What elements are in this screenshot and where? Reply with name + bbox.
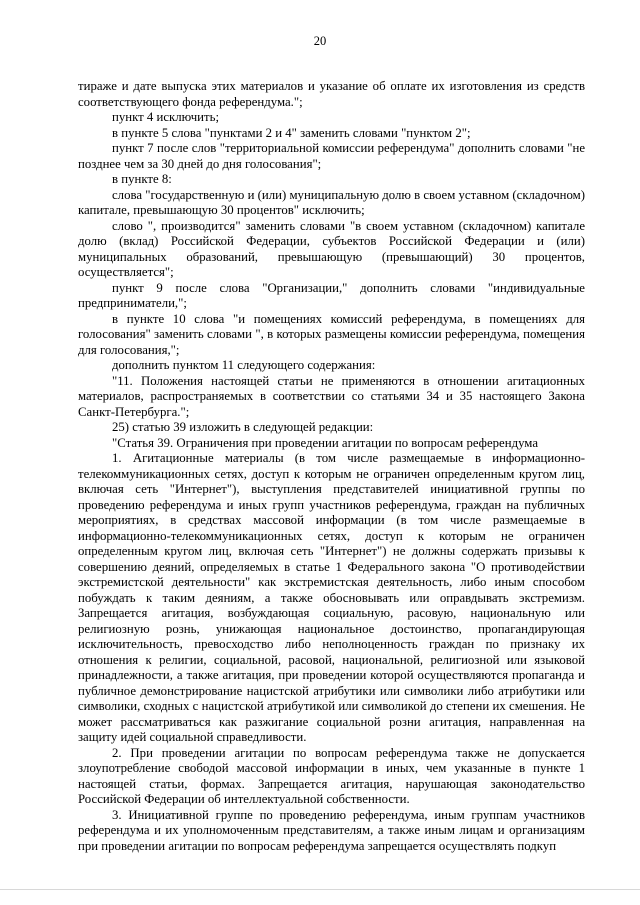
paragraph: 3. Инициативной группе по проведению референдума, иным группам участников референдума и их уполномоченным представителям, а также иным лицам и организациям при проведении агитации по вопросам референдума запрещается осуществлять подкуп	[78, 807, 585, 853]
document-body	[78, 79, 585, 854]
paragraph: слова "государственную и (или) муниципальную долю в своем уставном (складочном) капитале, превышающую 30 процентов" исключить;	[78, 187, 585, 217]
bottom-divider	[0, 889, 640, 890]
paragraph: пункт 7 после слов "территориальной комиссии референдума" дополнить словами "не позднее чем за 30 дней до дня голосования";	[78, 141, 585, 171]
paragraph: пункт 4 исключить;	[112, 110, 220, 124]
article-heading: "Статья 39. Ограничения при проведении агитации по вопросам референдума	[112, 435, 539, 450]
paragraph: 25) статью 39 изложить в следующей редакции:	[112, 420, 374, 434]
paragraph: дополнить пунктом 11 следующего содержания:	[112, 358, 376, 372]
paragraph: тираже и дате выпуска этих материалов и указание об оплате их изготовления из средств соответствующего фонда референдума.";	[78, 79, 585, 109]
page-number: 20	[313, 34, 327, 48]
paragraph: 1. Агитационные материалы (в том числе размещаемые в информационно-телекоммуникационных сетях, доступ к которым не ограничен определенным кругом лиц, включая сеть "Интернет"), выступления представителей инициативной группы по проведению референдума и иных групп участников референдума, граждан на публичных мероприятиях, в средствах массовой информации (в том числе размещаемые в информационно-телекоммуникационных сетях, доступ к которым не ограничен определенным кругом лиц, включая сеть "Интернет") не должны содержать призывы к совершению деяний, определяемых в статье 1 Федерального закона "О противодействии экстремистской деятельности" как экстремистская деятельность, либо иным способом побуждать к таким деяниям, а также обосновывать или оправдывать экстремизм. Запрещается агитация, возбуждающая социальную, расовую, национальную или религиозную рознь, унижающая национальное достоинство, пропагандирующая исключительность, превосходство либо неполноценность граждан по признаку их отношения к религии, социальной, расовой, национальной, религиозной или языковой принадлежности, а также агитация, при проведении которой осуществляются пропаганда и публичное демонстрирование нацистской атрибутики или символики либо атрибутики или символики, сходных с нацистской атрибутикой или символикой до степени их смешения. Не может рассматриваться как разжигание социальной розни агитация, направленная на защиту идей социальной справедливости.	[78, 451, 585, 744]
paragraph: слово ", производится" заменить словами "в своем уставном (складочном) капитале долю (вклад) Российской Федерации, субъектов Российской Федерации и (или) муниципальных образований, превышающую (превышающий) 30 процентов, осуществляется";	[78, 218, 585, 279]
paragraph: пункт 9 после слова "Организации," дополнить словами "индивидуальные предприниматели,";	[78, 280, 585, 310]
paragraph: в пункте 10 слова "и помещениях комиссий референдума, в помещениях для голосования" заменить словами ", в которых размещены комиссии референдума, помещения для голосования,";	[78, 311, 585, 357]
paragraph: в пункте 8:	[112, 172, 172, 186]
paragraph: в пункте 5 слова "пунктами 2 и 4" заменить словами "пунктом 2";	[112, 125, 471, 140]
paragraph: "11. Положения настоящей статьи не применяются в отношении агитационных материалов, распространяемых в соответствии со статьями 34 и 35 настоящего Закона Санкт-Петербурга.";	[78, 373, 585, 419]
paragraph: 2. При проведении агитации по вопросам референдума также не допускается злоупотребление свободой массовой информации в иных, чем указанные в пункте 1 настоящей статьи, формах. Запрещается агитация, нарушающая законодательство Российской Федерации об интеллектуальной собственности.	[78, 745, 585, 806]
